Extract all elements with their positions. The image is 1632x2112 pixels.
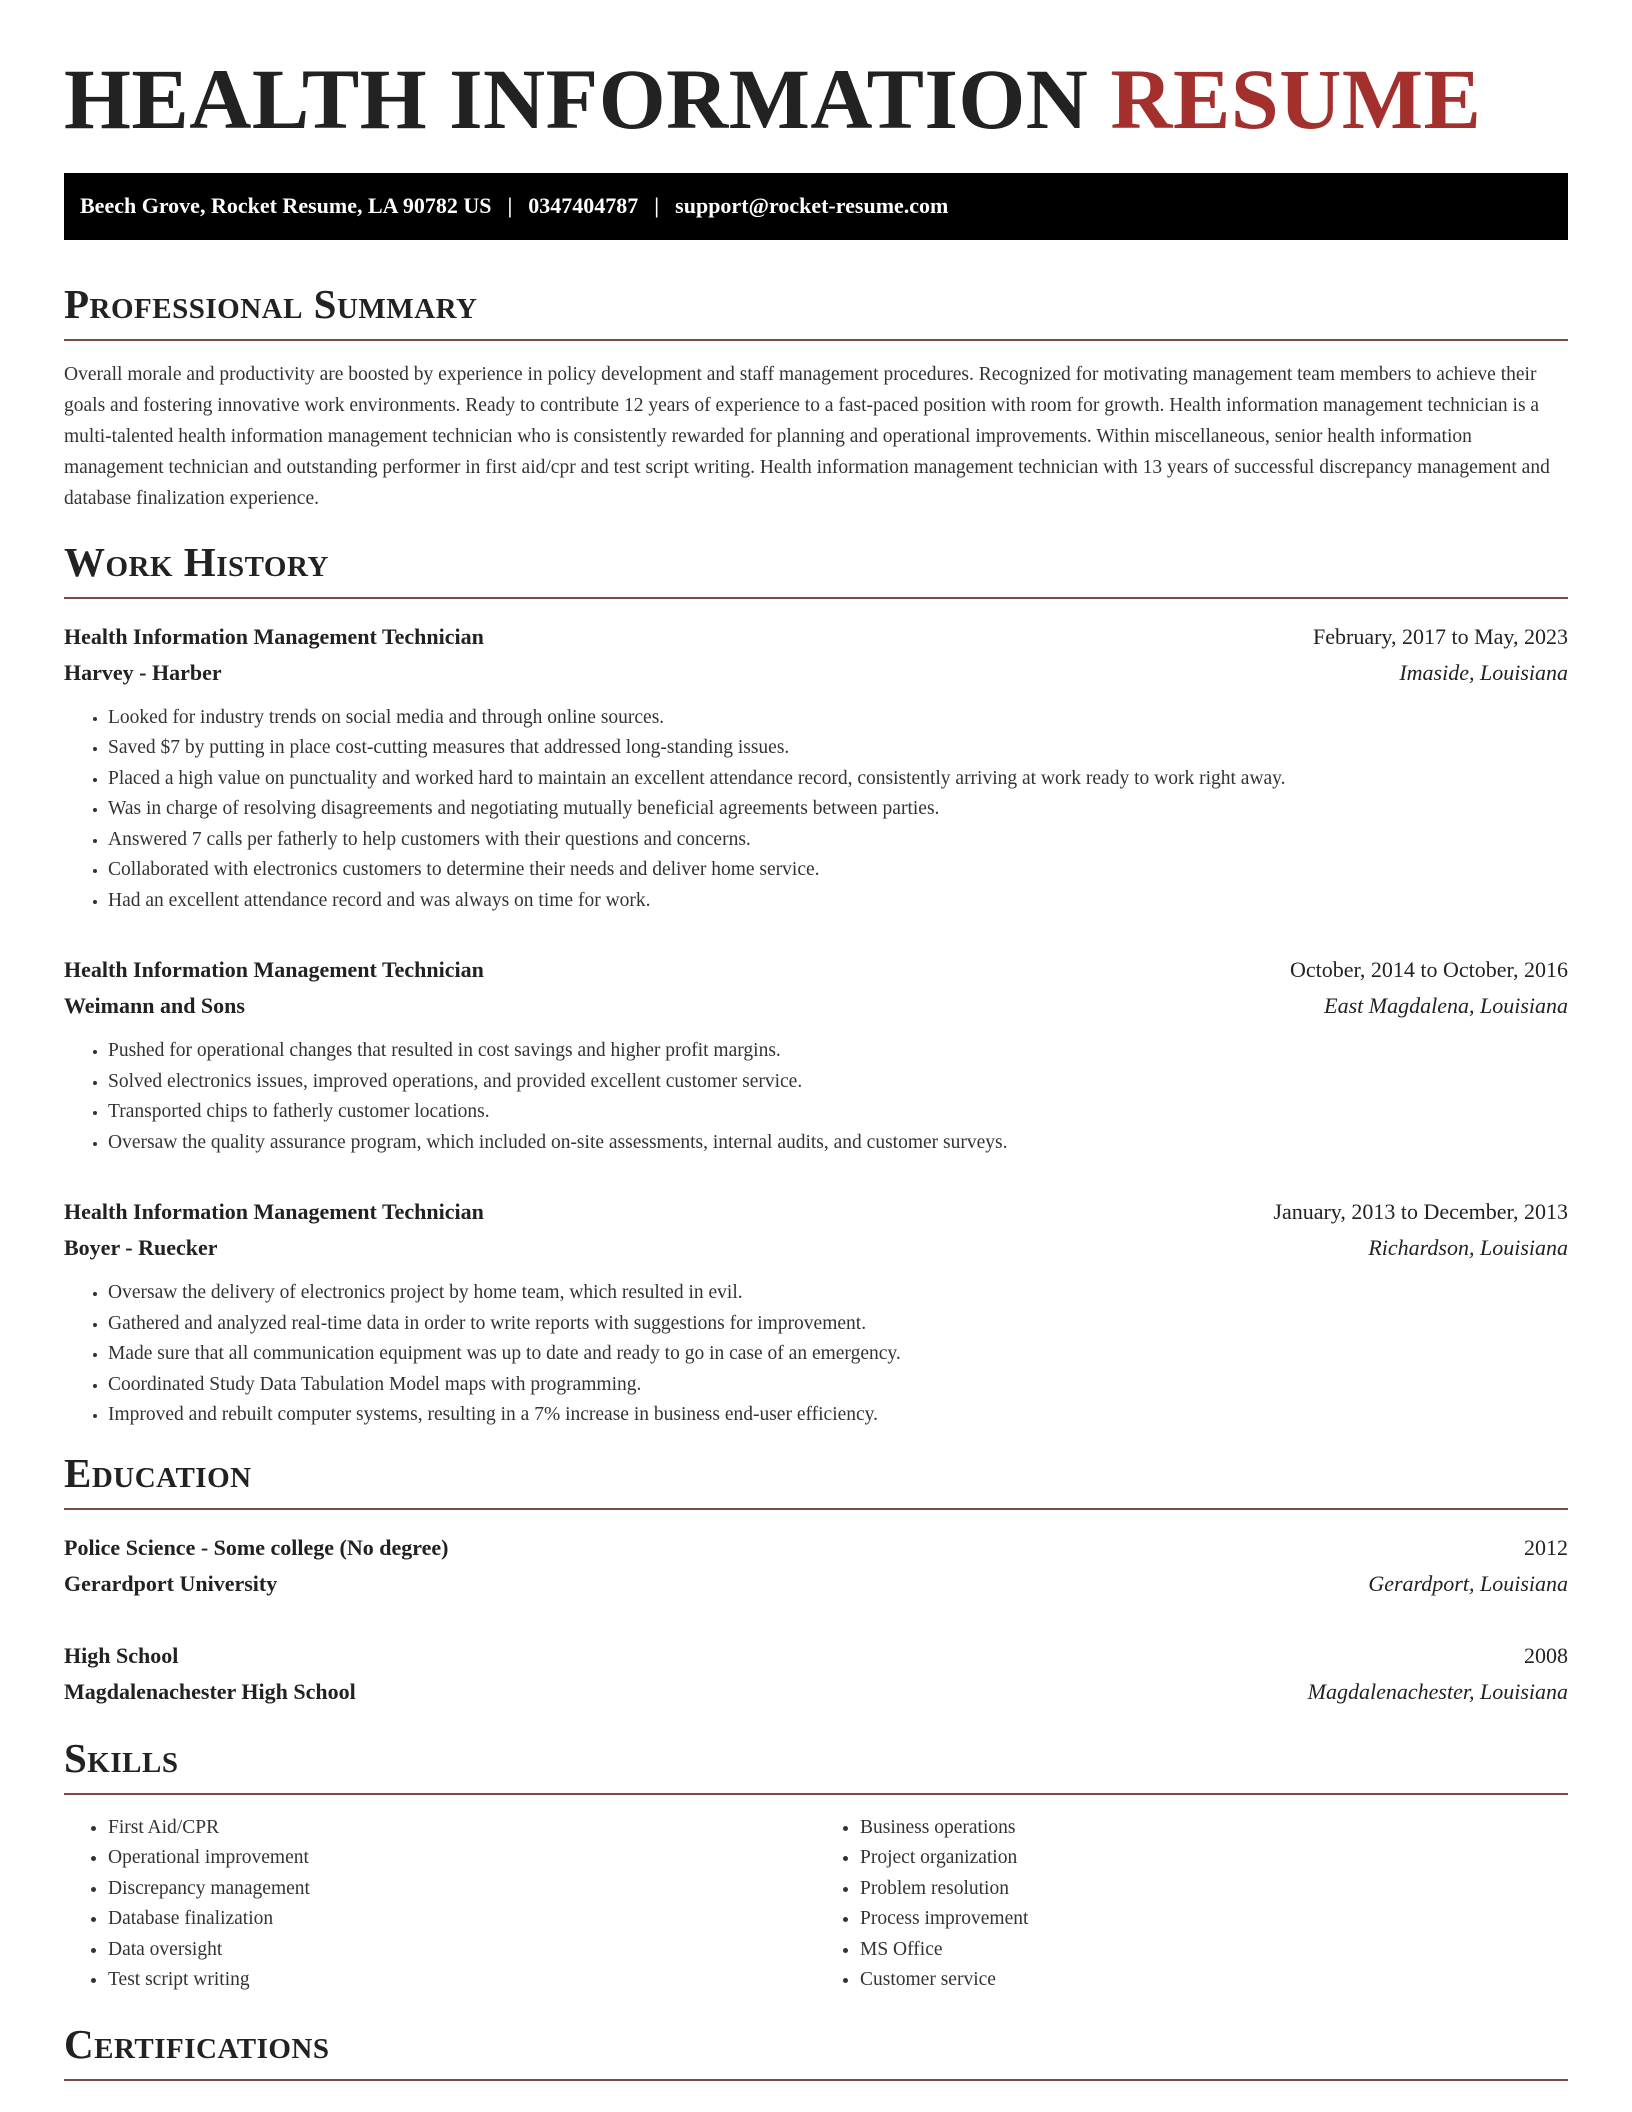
skills-columns — [64, 1813, 1568, 1996]
job-bullet: • Made sure that all communication equipment was up to date and ready to go in case of an emergency. — [108, 1339, 1568, 1370]
job-title: Health Information Management Technician — [64, 1199, 484, 1225]
education-entry — [64, 1638, 1568, 1710]
job-bullet: • Was in charge of resolving disagreements and negotiating mutually beneficial agreements between parties. — [108, 794, 1568, 825]
contact-bar — [64, 173, 1568, 240]
job-bullet: • Collaborated with electronics customers to determine their needs and deliver home service. — [108, 855, 1568, 886]
skill-item: • Data oversight — [108, 1935, 816, 1966]
degree: High School — [64, 1642, 179, 1668]
contact-email: support@rocket-resume.com — [675, 193, 949, 219]
skill-item: • Operational improvement — [108, 1843, 816, 1874]
job-bullet: • Improved and rebuilt computer systems, resulting in a 7% increase in business end-user efficiency. — [108, 1400, 1568, 1431]
skill-item: • Discrepancy management — [108, 1874, 816, 1905]
job-bullets — [64, 1278, 1568, 1431]
work-history-list — [64, 619, 1568, 1431]
work-entry — [64, 1194, 1568, 1431]
work-history-heading: Work History — [64, 540, 1568, 599]
skill-item: • Business operations — [860, 1813, 1568, 1844]
job-title: Health Information Management Technician — [64, 957, 484, 983]
job-bullet: • Transported chips to fatherly customer locations. — [108, 1097, 1568, 1128]
company-name: Harvey - Harber — [64, 659, 222, 685]
summary-text: Overall morale and productivity are boosted by experience in policy development and staff management procedures. Recognized for motivating management team members to achieve their goals and fostering innovative work environments. Ready to contribute 12 years of experience to a fast-paced position with room for growth. Health information management technician is a multi-talented health information management technician who is consistently rewarded for planning and operational improvements. Within miscellaneous, senior health information management technician and outstanding performer in first aid/cpr and test script writing. Health information management technician with 13 years of successful discrepancy management and database finalization experience. — [64, 363, 1550, 509]
skill-item: • First Aid/CPR — [108, 1813, 816, 1844]
skill-item: • MS Office — [860, 1935, 1568, 1966]
contact-phone: 0347404787 — [528, 193, 639, 219]
title-main: HEALTH INFORMATION — [64, 51, 1089, 147]
contact-separator: | — [507, 193, 513, 219]
school-location: Magdalenachester, Louisiana — [1307, 1678, 1568, 1704]
job-location: Imaside, Louisiana — [1399, 659, 1568, 685]
company-name: Weimann and Sons — [64, 993, 245, 1019]
work-entry — [64, 619, 1568, 917]
degree: Police Science - Some college (No degree) — [64, 1534, 449, 1560]
education-year: 2012 — [1524, 1534, 1568, 1560]
education-year: 2008 — [1524, 1642, 1568, 1668]
work-entry-header — [64, 952, 1568, 988]
work-entry-subheader — [64, 1230, 1568, 1266]
work-entry-header — [64, 1194, 1568, 1230]
skill-item: • Customer service — [860, 1965, 1568, 1996]
education-entry-subheader — [64, 1566, 1568, 1602]
education-entry — [64, 1530, 1568, 1602]
job-bullet: • Placed a high value on punctuality and worked hard to maintain an excellent attendance record, consistently arriving at work ready to work right away. — [108, 764, 1568, 795]
skills-list-left — [64, 1813, 816, 1996]
skills-heading: Skills — [64, 1736, 1568, 1795]
job-bullet: • Coordinated Study Data Tabulation Model maps with programming. — [108, 1370, 1568, 1401]
job-bullet: • Oversaw the quality assurance program, which included on-site assessments, internal audits, and customer surveys. — [108, 1128, 1568, 1159]
job-location: East Magdalena, Louisiana — [1324, 993, 1568, 1019]
job-title: Health Information Management Technician — [64, 623, 484, 649]
job-bullet: • Had an excellent attendance record and was always on time for work. — [108, 886, 1568, 917]
skill-item: • Problem resolution — [860, 1874, 1568, 1905]
job-bullet: • Solved electronics issues, improved operations, and provided excellent customer service. — [108, 1067, 1568, 1098]
education-heading: Education — [64, 1451, 1568, 1510]
job-dates: January, 2013 to December, 2013 — [1273, 1199, 1568, 1225]
summary-heading: Professional Summary — [64, 282, 1568, 341]
school-name: Gerardport University — [64, 1570, 278, 1596]
job-bullet: • Looked for industry trends on social media and through online sources. — [108, 703, 1568, 734]
job-dates: February, 2017 to May, 2023 — [1313, 623, 1568, 649]
title-accent: RESUME — [1110, 51, 1482, 147]
resume-title — [64, 48, 1568, 147]
education-entry-subheader — [64, 1674, 1568, 1710]
skill-item: • Database finalization — [108, 1904, 816, 1935]
job-bullet: • Answered 7 calls per fatherly to help customers with their questions and concerns. — [108, 825, 1568, 856]
job-bullets — [64, 703, 1568, 917]
job-dates: October, 2014 to October, 2016 — [1289, 957, 1568, 983]
contact-address: Beech Grove, Rocket Resume, LA 90782 US — [80, 193, 492, 219]
skill-item: • Test script writing — [108, 1965, 816, 1996]
education-entry-header — [64, 1530, 1568, 1566]
work-entry — [64, 952, 1568, 1158]
work-entry-subheader — [64, 655, 1568, 691]
skills-list-right — [816, 1813, 1568, 1996]
job-location: Richardson, Louisiana — [1368, 1235, 1568, 1261]
education-entry-header — [64, 1638, 1568, 1674]
education-list — [64, 1530, 1568, 1710]
skill-item: • Process improvement — [860, 1904, 1568, 1935]
contact-separator: | — [654, 193, 660, 219]
job-bullets — [64, 1036, 1568, 1158]
job-bullet: • Oversaw the delivery of electronics project by home team, which resulted in evil. — [108, 1278, 1568, 1309]
work-entry-subheader — [64, 988, 1568, 1024]
job-bullet: • Pushed for operational changes that resulted in cost savings and higher profit margins. — [108, 1036, 1568, 1067]
job-bullet: • Saved $7 by putting in place cost-cutting measures that addressed long-standing issues. — [108, 733, 1568, 764]
school-name: Magdalenachester High School — [64, 1678, 356, 1704]
job-bullet: • Gathered and analyzed real-time data in order to write reports with suggestions for improvement. — [108, 1309, 1568, 1340]
certifications-heading: Certifications — [64, 2022, 1568, 2081]
school-location: Gerardport, Louisiana — [1368, 1570, 1568, 1596]
company-name: Boyer - Ruecker — [64, 1235, 218, 1261]
work-entry-header — [64, 619, 1568, 655]
skill-item: • Project organization — [860, 1843, 1568, 1874]
